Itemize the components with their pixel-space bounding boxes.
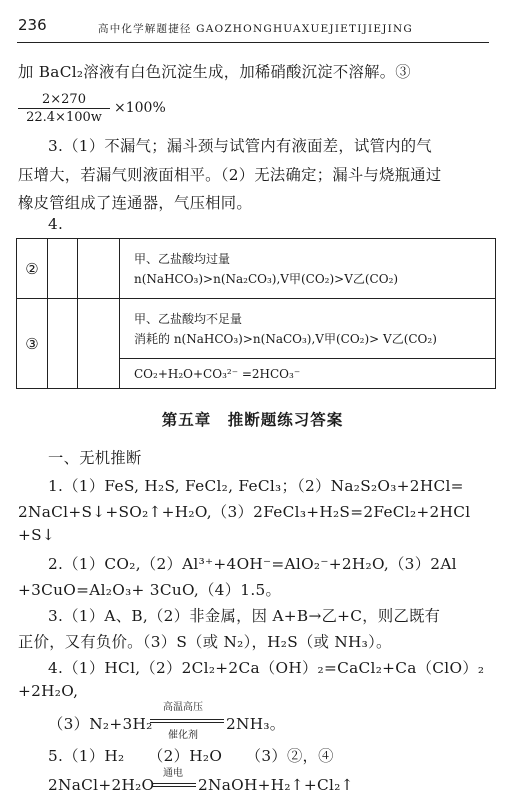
- answer-line: +S↓: [18, 526, 56, 544]
- answer-line: 1.（1）FeS, H₂S, FeCl₂, FeCl₃；（2）Na₂S₂O₃+2HCl=: [48, 477, 464, 495]
- section-heading: 一、无机推断: [48, 449, 142, 467]
- fraction-numerator: 2×270: [18, 92, 110, 109]
- table-cell-num: ③: [17, 299, 48, 389]
- text-line: 3.（1）不漏气；漏斗颈与试管内有液面差，试管内的气: [48, 137, 432, 155]
- table-cell-content: CO₂+H₂O+CO₃²⁻ =2HCO₃⁻: [120, 359, 496, 389]
- fraction-denominator: 22.4×100w: [26, 110, 102, 125]
- reaction-arrow-line: [150, 722, 224, 723]
- answer-line: 正价，又有负价。（3）S（或 N₂），H₂S（或 NH₃）。: [18, 633, 392, 651]
- table-cell-empty: [78, 239, 120, 299]
- reaction-condition-top: 通电: [163, 768, 183, 779]
- answer-line: +3CuO=Al₂O₃+ 3CuO,（4）1.5。: [18, 581, 282, 599]
- answer-line: 2NaCl+2H₂O: [48, 776, 155, 794]
- answer-line: 3.（1）A、B,（2）非金属，因 A+B→乙+C，则乙既有: [48, 607, 441, 625]
- answer-table: [16, 238, 496, 389]
- cell-line: n(NaHCO₃)>n(Na₂CO₃),V甲(CO₂)>V乙(CO₂): [134, 271, 399, 286]
- answer-line: +2H₂O,: [18, 682, 79, 700]
- fraction-expression: [18, 92, 110, 125]
- text-line: 4.: [48, 215, 64, 233]
- table-cell-num: ②: [17, 239, 48, 299]
- text-line: 加 BaCl₂溶液有白色沉淀生成，加稀硝酸沉淀不溶解。③: [18, 63, 411, 81]
- fraction-tail: ×100%: [114, 100, 166, 116]
- cell-line: 甲、乙盐酸均不足量: [134, 311, 243, 326]
- answer-line: 4.（1）HCl,（2）2Cl₂+2Ca（OH）₂=CaCl₂+Ca（ClO）₂: [48, 659, 485, 677]
- text-line: 橡皮管组成了连通器，气压相同。: [18, 194, 252, 212]
- reaction-condition-top: 高温高压: [163, 702, 203, 713]
- cell-line: 甲、乙盐酸均过量: [134, 251, 231, 266]
- chapter-title: 第五章 推断题练习答案: [161, 411, 344, 429]
- answer-line: 5.（1）H₂ （2）H₂O （3）②，④: [48, 747, 334, 765]
- reaction-arrow-line: [152, 783, 196, 784]
- answer-line: 2.（1）CO₂,（2）Al³⁺+4OH⁻=AlO₂⁻+2H₂O,（3）2Al: [48, 555, 457, 573]
- table-row: [17, 239, 496, 299]
- table-cell-empty: [48, 299, 78, 389]
- answer-line: （3）N₂+3H₂: [48, 715, 153, 733]
- table-cell-empty: [48, 239, 78, 299]
- answer-line: 2NH₃。: [226, 715, 286, 733]
- running-head-title: 高中化学解题捷径 GAOZHONGHUAXUEJIETIJIEJING: [98, 23, 413, 35]
- table-row: [17, 299, 496, 359]
- page-number: 236: [18, 16, 47, 34]
- reaction-arrow-line: [152, 786, 196, 787]
- table-cell-content: [120, 239, 496, 299]
- text-line: 压增大，若漏气则液面相平。（2）无法确定；漏斗与烧瓶通过: [18, 166, 442, 184]
- reaction-condition-bottom: 催化剂: [168, 730, 198, 741]
- reaction-arrow-line: [150, 719, 224, 720]
- answer-line: 2NaOH+H₂↑+Cl₂↑: [198, 776, 354, 794]
- answer-line: 2NaCl+S↓+SO₂↑+H₂O,（3）2FeCl₃+H₂S=2FeCl₂+2HCl: [18, 503, 471, 521]
- table-cell-content: [120, 299, 496, 359]
- cell-line: 消耗的 n(NaHCO₃)>n(NaCO₃),V甲(CO₂)> V乙(CO₂): [134, 331, 437, 346]
- table-cell-empty: [78, 299, 120, 389]
